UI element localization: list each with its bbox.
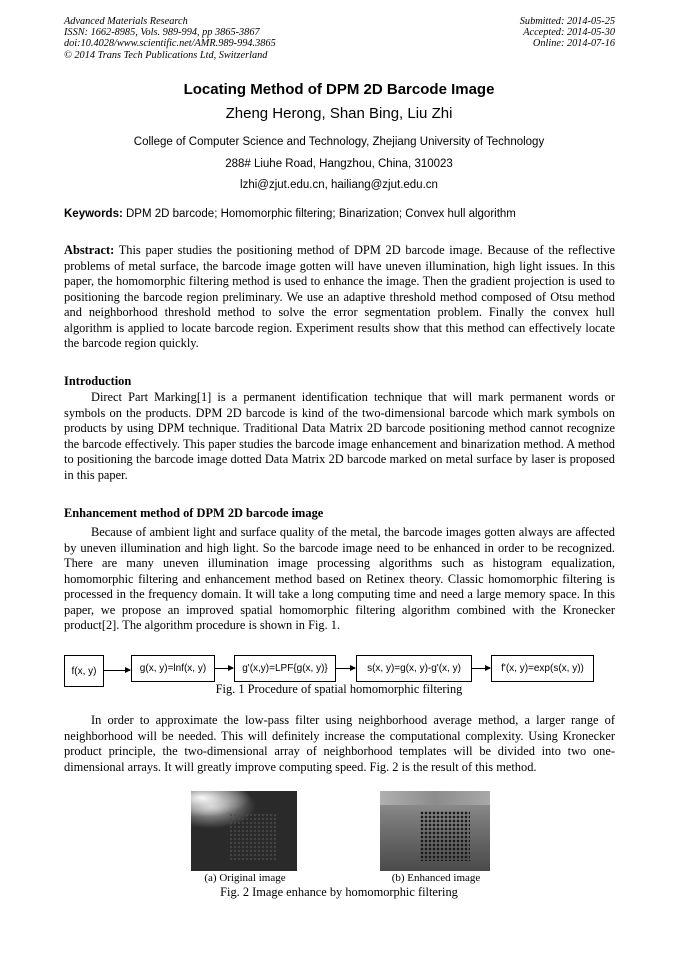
- flow-box-lpf: g'(x,y)=LPF{g(x, y)}: [234, 655, 336, 682]
- affiliation-institution: College of Computer Science and Technology, Zhejiang University of Technology: [133, 136, 545, 148]
- paper-authors: Zheng Herong, Shan Bing, Liu Zhi: [225, 105, 453, 122]
- enhancement-paragraph-1: Because of ambient light and surface quality of the metal, the barcode images gotten always are affected by uneven illumination and high light. So the barcode image need to be enhanced in order to be recognized. There are many uneven illumination image processing algorithms such as histogram equalization, homomorphic filtering and enhancement method based on Retinex theory. Classic homomorphic filtering is processed in the frequency domain. It will take a long computing time and need a large memory space. In this paper, we propose an improved spatial homomorphic filtering algorithm combined with the Kronecker product[2]. The algorithm procedure is shown in Fig. 1.: [64, 525, 615, 632]
- enhancement-paragraph-2: In order to approximate the low-pass filter using neighborhood average method, a larger range of neighborhood will be needed. This will definitely increase the computational complexity. Using Kronecker product principle, the two-dimensional array of neighborhood templates will be divided into two one-dimensional arrays. It will greatly improve computing speed. Fig. 2 is the result of this method.: [64, 713, 615, 774]
- enhancement-heading: Enhancement method of DPM 2D barcode image: [64, 506, 324, 520]
- flow-box-input: f(x, y): [64, 655, 104, 687]
- original-barcode-image: [191, 791, 297, 871]
- flow-box-log: g(x, y)=lnf(x, y): [131, 655, 215, 682]
- affiliation-address: 288# Liuhe Road, Hangzhou, China, 310023: [225, 157, 453, 170]
- affiliation-block: [0, 132, 678, 197]
- flow-box-subtract: s(x, y)=g(x, y)-g'(x, y): [356, 655, 472, 682]
- abstract-paragraph: [64, 243, 615, 352]
- online-date: Online: 2014-07-16: [532, 38, 615, 50]
- journal-header-right: [520, 16, 615, 50]
- copyright-line: © 2014 Trans Tech Publications Ltd, Switzerland: [64, 49, 268, 61]
- affiliation-emails: lzhi@zjut.edu.cn, hailiang@zjut.edu.cn: [240, 179, 438, 191]
- paper-title: Locating Method of DPM 2D Barcode Image: [183, 81, 495, 98]
- flow-arrow-4: [472, 668, 490, 669]
- enhanced-barcode-image: [380, 791, 490, 871]
- flow-box-exp: f'(x, y)=exp(s(x, y)): [491, 655, 594, 682]
- accepted-date: Accepted: 2014-05-30: [523, 27, 615, 39]
- figure2-caption: Fig. 2 Image enhance by homomorphic filtering: [220, 885, 458, 899]
- submitted-date: Submitted: 2014-05-25: [519, 16, 615, 27]
- figure2-subcaption-a: (a) Original image: [204, 872, 286, 884]
- abstract-text: This paper studies the positioning method of DPM 2D barcode image. Because of the reflective problems of metal surface, the barcode image gotten will have uneven illumination, high light issues. In this paper, the homomorphic filtering method is used to enhance the image. Then the gradient projection is used to positioning the barcode region preliminary. We use an adaptive threshold method composed of Otsu method and neighborhood threshold method to solve the error segmentation problem. Finally the convex hull algorithm is applied to locate barcode region. Experiment results show that this method can effectively locate the barcode region quickly.: [64, 243, 615, 350]
- figure2-subcaption-b: (b) Enhanced image: [391, 872, 481, 884]
- doi-line: doi:10.4028/www.scientific.net/AMR.989-994.3865: [64, 38, 276, 50]
- keywords-text: DPM 2D barcode; Homomorphic filtering; Binarization; Convex hull algorithm: [122, 208, 516, 220]
- abstract-label: Abstract:: [64, 243, 115, 257]
- flow-arrow-1: [104, 670, 130, 671]
- introduction-heading: Introduction: [64, 374, 132, 388]
- introduction-paragraph: Direct Part Marking[1] is a permanent identification technique that will mark permanent words or symbols on the products. DPM 2D barcode is kind of the two-dimensional barcode which mark symbols on products by using DPM technique. Traditional Data Matrix 2D barcode positioning method cannot recognize the barcode effectively. This paper studies the barcode image enhancement and binarization method. A method to positioning the barcode image dotted Data Matrix 2D barcode marked on metal surface by laser is proposed in this paper.: [64, 390, 615, 482]
- figure1-caption: Fig. 1 Procedure of spatial homomorphic filtering: [215, 682, 463, 696]
- flow-arrow-2: [215, 668, 233, 669]
- journal-name: Advanced Materials Research: [64, 16, 188, 27]
- issn-line: ISSN: 1662-8985, Vols. 989-994, pp 3865-3867: [64, 27, 260, 39]
- flow-arrow-3: [336, 668, 355, 669]
- journal-header-left: [64, 16, 276, 61]
- keywords-label: Keywords:: [64, 208, 123, 220]
- keywords-line: [64, 208, 616, 220]
